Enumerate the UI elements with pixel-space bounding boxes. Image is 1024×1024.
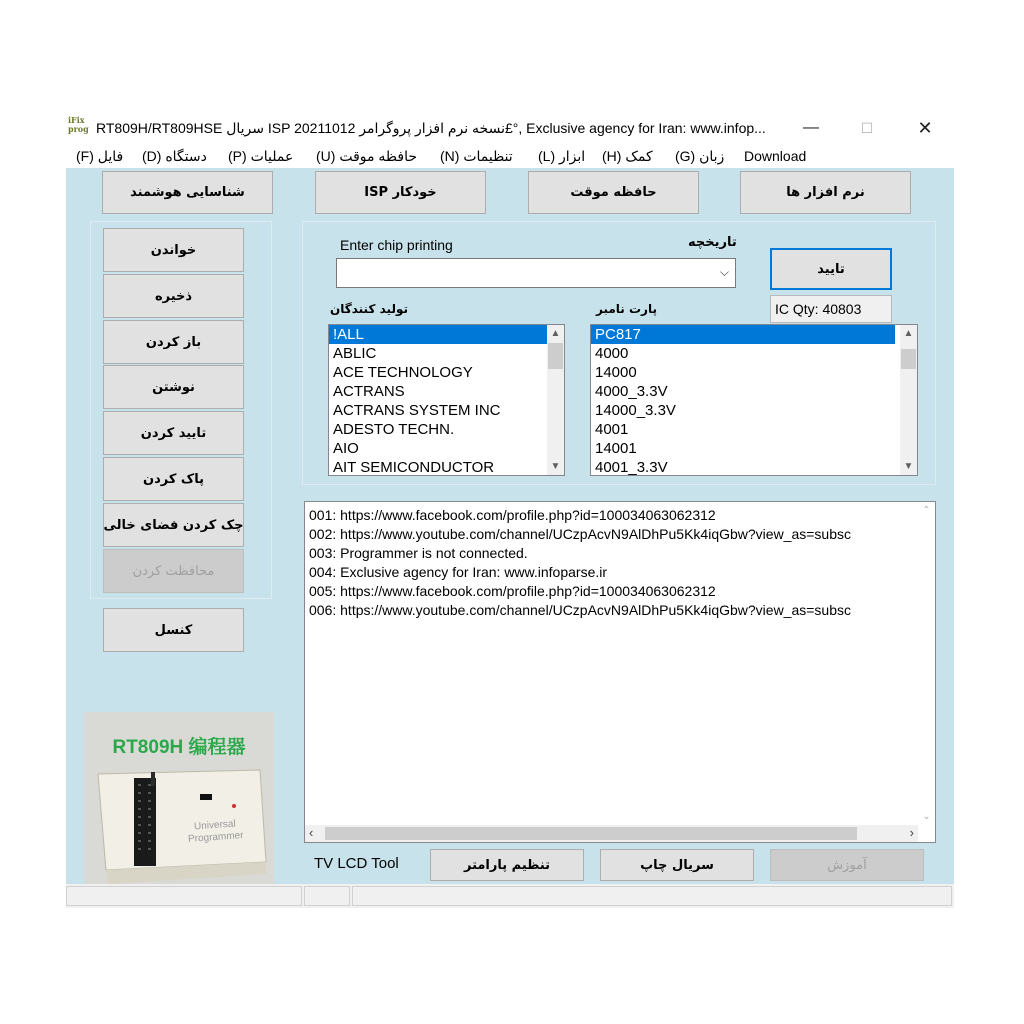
- log-line: 003: Programmer is not connected.: [309, 545, 528, 561]
- scroll-up-icon[interactable]: ▲: [550, 328, 561, 339]
- device-label-1: Universal: [193, 818, 237, 833]
- status-bar: [66, 884, 954, 908]
- scroll-up-icon[interactable]: ▲: [903, 328, 914, 339]
- menu-download[interactable]: Download: [744, 148, 807, 164]
- blank-check-button[interactable]: چک کردن فضای خالی: [103, 503, 244, 547]
- read-button[interactable]: خواندن: [103, 228, 244, 272]
- scroll-thumb[interactable]: [901, 349, 916, 369]
- chip-search-combo[interactable]: [336, 258, 736, 288]
- scroll-down-icon[interactable]: ▼: [903, 461, 914, 472]
- cancel-button[interactable]: کنسل: [103, 608, 244, 652]
- menu-operations[interactable]: (P) عملیات: [228, 148, 294, 164]
- part-number-scrollbar[interactable]: [900, 325, 917, 475]
- log-line: 001: https://www.facebook.com/profile.php?id=100034063062312: [309, 507, 716, 523]
- erase-button[interactable]: پاک کردن: [103, 457, 244, 501]
- protect-button[interactable]: محافظت کردن: [103, 549, 244, 593]
- list-item[interactable]: !ALL: [329, 325, 547, 344]
- manufacturers-scrollbar[interactable]: [547, 325, 564, 475]
- app-logo-text-1: iFix: [68, 115, 85, 125]
- buffer-button[interactable]: حافظه موقت: [528, 171, 699, 214]
- minimize-icon[interactable]: —: [803, 119, 819, 136]
- log-line: 005: https://www.facebook.com/profile.php?id=100034063062312: [309, 583, 716, 599]
- application-window: [66, 112, 954, 908]
- list-item[interactable]: AIT SEMICONDUCTOR: [333, 459, 495, 476]
- scroll-thumb[interactable]: [548, 343, 563, 369]
- close-icon[interactable]: ✕: [917, 117, 933, 138]
- chip-printing-label: Enter chip printing: [340, 237, 453, 253]
- log-horizontal-scrollbar[interactable]: [305, 825, 918, 842]
- log-line: 002: https://www.youtube.com/channel/UCzpAcvN9AlDhPu5Kk4iqGbw?view_as=subsc: [309, 526, 852, 542]
- list-item[interactable]: ACE TECHNOLOGY: [333, 364, 473, 381]
- auto-isp-button[interactable]: ISP خودکار: [315, 171, 486, 214]
- menu-settings[interactable]: (N) تنظیمات: [440, 148, 513, 164]
- log-output[interactable]: [304, 501, 936, 843]
- list-item[interactable]: AIO: [333, 440, 359, 457]
- tv-lcd-tool-label[interactable]: TV LCD Tool: [314, 855, 399, 872]
- list-item[interactable]: ABLIC: [333, 345, 377, 362]
- save-button[interactable]: ذخیره: [103, 274, 244, 318]
- open-button[interactable]: باز کردن: [103, 320, 244, 364]
- menu-tools[interactable]: (L) ابزار: [538, 148, 586, 164]
- device-label-2: Programmer: [187, 830, 244, 845]
- list-item[interactable]: ADESTO TECHN.: [333, 421, 455, 438]
- scroll-left-icon[interactable]: ‹: [309, 825, 314, 840]
- title-bar: [66, 112, 954, 144]
- list-item[interactable]: 4001: [595, 421, 629, 438]
- menu-bar: [66, 144, 954, 168]
- verify-button[interactable]: تایید کردن: [103, 411, 244, 455]
- status-segment-3: [352, 886, 952, 906]
- list-item[interactable]: 14001: [595, 440, 637, 457]
- scroll-right-icon[interactable]: ›: [909, 825, 914, 840]
- list-item[interactable]: 4000: [595, 345, 629, 362]
- write-button[interactable]: نوشتن: [103, 365, 244, 409]
- part-number-list[interactable]: [590, 324, 918, 476]
- list-item[interactable]: PC817: [591, 325, 895, 344]
- app-logo-icon: [68, 116, 92, 138]
- log-vertical-scrollbar[interactable]: [918, 502, 935, 825]
- smart-detect-button[interactable]: شناسایی هوشمند: [102, 171, 273, 214]
- client-area: [66, 168, 954, 884]
- ic-qty-display: IC Qty: 40803: [770, 295, 892, 323]
- chevron-down-icon[interactable]: ⌵: [719, 265, 729, 279]
- list-item[interactable]: 4001_3.3V: [595, 459, 668, 476]
- part-number-label: پارت نامبر: [596, 302, 657, 316]
- app-logo-text-2: prog: [68, 124, 89, 134]
- manufacturers-label: تولید کنندگان: [330, 302, 408, 316]
- param-settings-button[interactable]: تنظیم پارامتر: [430, 849, 584, 881]
- menu-device[interactable]: (D) دستگاه: [142, 148, 207, 164]
- tutorial-button[interactable]: آموزش: [770, 849, 924, 881]
- programmer-device-icon: [84, 712, 274, 904]
- list-item[interactable]: ACTRANS: [333, 383, 405, 400]
- device-caption: RT809H 编程器: [112, 737, 246, 758]
- status-segment-2: [304, 886, 350, 906]
- confirm-button[interactable]: تایید: [770, 248, 892, 290]
- list-item[interactable]: 14000_3.3V: [595, 402, 676, 419]
- serial-print-button[interactable]: سریال چاپ: [600, 849, 754, 881]
- log-line: 004: Exclusive agency for Iran: www.infoparse.ir: [309, 564, 608, 580]
- status-segment-1: [66, 886, 302, 906]
- manufacturers-list[interactable]: [328, 324, 565, 476]
- list-item[interactable]: 14000: [595, 364, 637, 381]
- log-line: 006: https://www.youtube.com/channel/UCzpAcvN9AlDhPu5Kk4iqGbw?view_as=subsc: [309, 602, 852, 618]
- menu-help[interactable]: (H) کمک: [602, 148, 653, 164]
- window-title: RT809H/RT809HSE سریال ISP نسخه نرم افزار پروگرامر 20211012£°, Exclusive agency for Iran: www.infop...: [96, 120, 766, 136]
- list-item[interactable]: 4000_3.3V: [595, 383, 668, 400]
- scroll-down-icon[interactable]: ▼: [550, 461, 561, 472]
- maximize-icon[interactable]: ☐: [860, 119, 874, 136]
- scroll-up-icon[interactable]: ⌃: [922, 505, 931, 516]
- menu-file[interactable]: (F) فایل: [76, 148, 124, 164]
- scroll-down-icon[interactable]: ⌄: [922, 811, 931, 822]
- software-button[interactable]: نرم افزار ها: [740, 171, 911, 214]
- scroll-thumb[interactable]: [325, 827, 857, 840]
- history-label: تاریخچه: [688, 235, 737, 250]
- list-item[interactable]: ACTRANS SYSTEM INC: [333, 402, 501, 419]
- menu-buffer[interactable]: (U) حافظه موقت: [316, 148, 417, 164]
- menu-language[interactable]: (G) زبان: [675, 148, 725, 164]
- device-photo: [84, 712, 274, 904]
